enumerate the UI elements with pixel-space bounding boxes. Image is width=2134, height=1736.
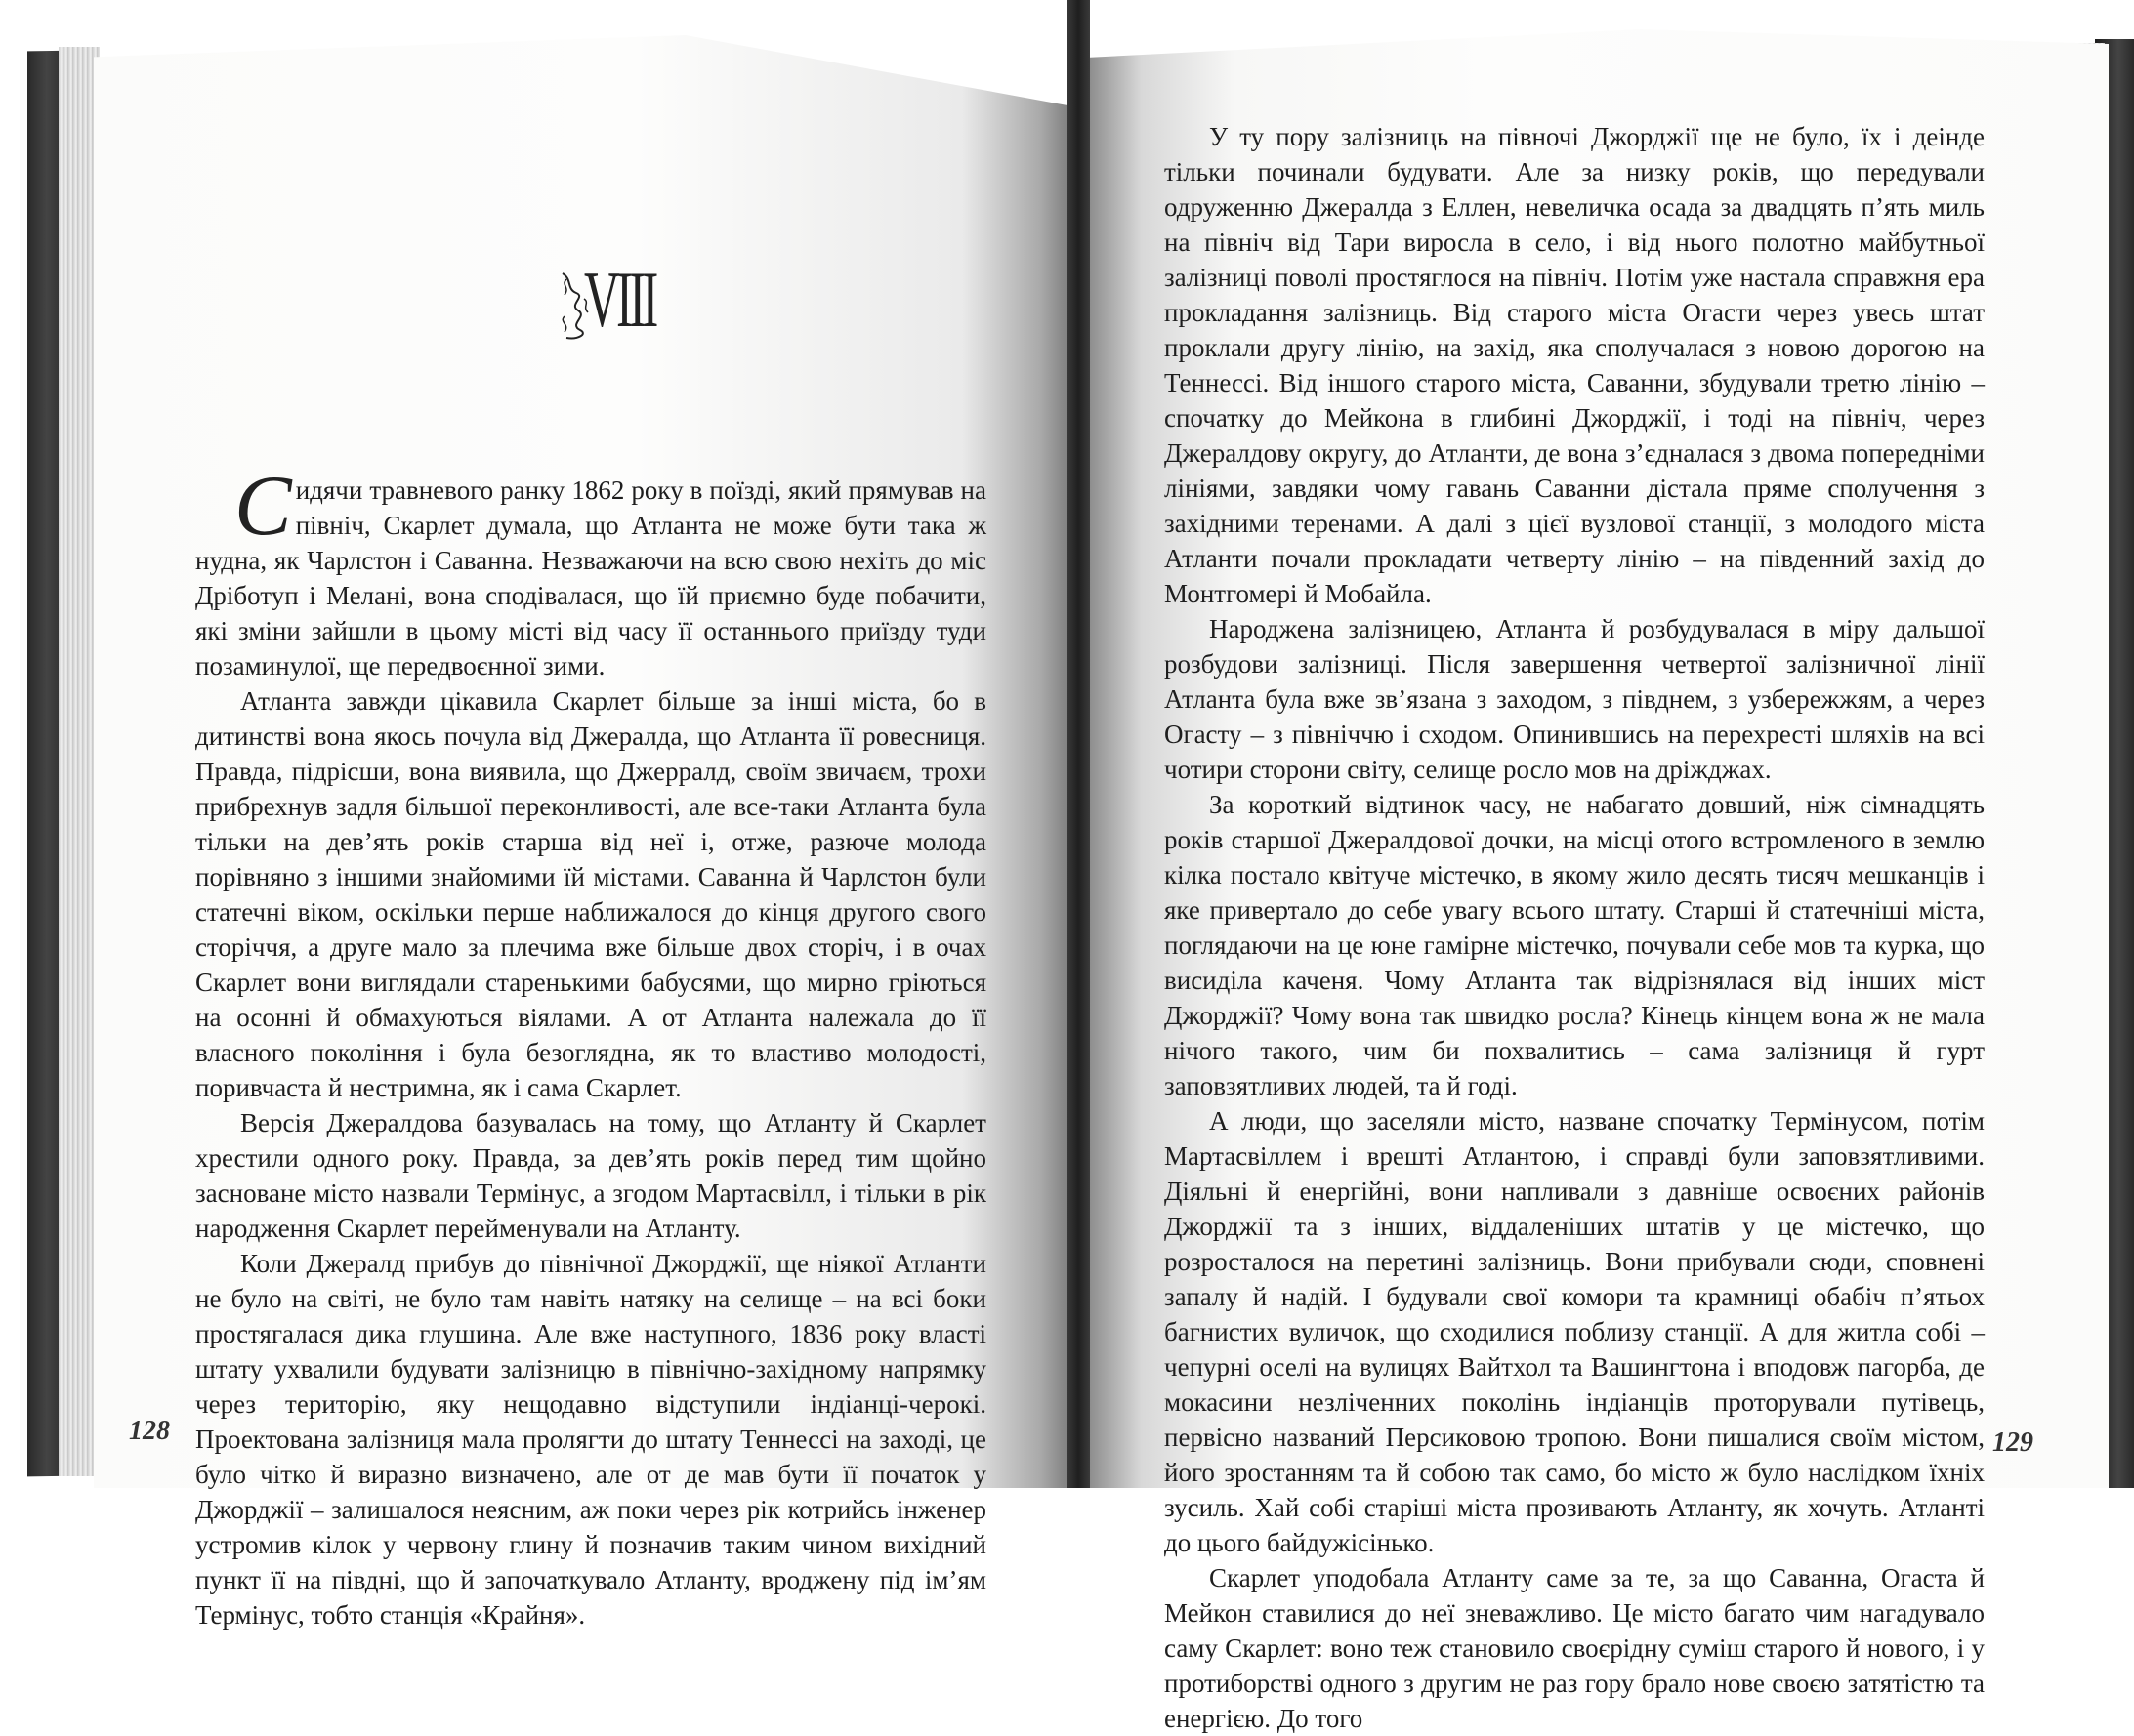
paragraph: За короткий відтинок часу, не набагато довший, ніж сімнадцять років старшої Джералдової дочки, на місці отого встромленого в землю кілка постало квітуче містечко, в якому жило десять тисяч мешканців і яке привертало до себе увагу всього штату. Старші й статечніші міста, поглядаючи на це юне гамірне містечко, почували себе мов та курка, що висиділа каченя. Чому Атланта так відрізнялася від інших міст Джорджії? Чому вона так швидко росла? Кінець кінцем вона ж не мала нічого такого, чим би похвалитись – сама залізниця й гурт заповзятливих людей, та й годі. xyxy=(1164,790,1985,1100)
paragraph: Народжена залізницею, Атланта й розбудувалася в міру дальшої розбудови залізниці. Після завершення четвертої залізничної лінії Атланта була вже зв’язана з заходом, з півднем, з узбережжям, а через Огасту – з північчю і сходом. Опинившись на перехресті шляхів на всі чотири сторони світу, селище росло мов на дріжджах. xyxy=(1164,614,1985,784)
left-page-text xyxy=(195,459,986,1633)
page-edges-left xyxy=(59,47,100,1476)
paragraph: Атланта завжди цікавила Скарлет більше за інші міста, бо в дитинстві вона якось почула від Джералда, що Атланта її ровесниця. Правда, підрісши, вона виявила, що Джерралд, своїм звичаєм, трохи прибрехнув задля більшої переконливості, але все-таки Атланта була тільки на дев’ять років старша від неї і, отже, разюче молода порівняно з іншими знайомими їй містами. Саванна й Чарлстон були статечні віком, оскільки перше наближалося до кінця другого свого сторіччя, а друге мало за плечима вже більше двох сторіч, і в очах Скарлет вони виглядали старенькими бабусями, що мирно гріються на осонні й обмахуються віялами. А от Атланта належала до її власного покоління і була безоглядна, як то властиво молодості, поривчаста й нестримна, як і сама Скарлет. xyxy=(195,686,986,1102)
paragraph: Сидячи травневого ранку 1862 року в поїзді, який прямував на північ, Скарлет думала, що Атланта не може бути така ж нудна, як Чарлстон і Саванна. Незважаючи на всю свою нехіть до міс Дріботуп і Мелані, вона сподівалася, що їй приємно буде побачити, які зміни зайшли в цьому місті від часу її останнього приїзду туди позаминулої, ще передвоєнної зими. xyxy=(195,459,986,681)
paragraph: А люди, що заселяли місто, назване спочатку Термінусом, потім Мартасвіллем і врешті Атлантою, і справді були заповзятливими. Діяльні й енергійні, вони напливали з давніше освоєних районів Джорджії та з інших, віддаленіших штатів у це містечко, що розросталося на перетині залізниць. Вони прибували сюди, сповнені запалу й надій. І будували свої комори та крамниці обабіч п’ятьох багнистих вуличок, що сходилися поблизу станції. А для житла собі – чепурні оселі на вулицях Вайтхол та Вашингтона і вподовж пагорба, де мокасини незліченних поколінь індіанців проторували путівець, первісно названий Персиковою тропою. Вони пишалися своїм містом, його зростанням та й собою так само, бо місто ж було наслідком їхніх зусиль. Хай собі старіші міста прозивають Атланту, як хочуть. Атланті до цього байдужісінько. xyxy=(1164,1106,1985,1557)
chapter-title: VIII xyxy=(584,255,655,344)
right-page-text xyxy=(1164,119,1985,1736)
page-number-left: 128 xyxy=(129,1416,170,1446)
paragraph: Коли Джералд прибув до північної Джорджії, ще ніякої Атланти не було на світі, не було там навіть натяку на селище – на всі боки простягалася дика глушина. Але вже наступного, 1836 року власті штату ухвалили будувати залізницю в північно-західному напрямку через територію, яку нещодавно відступили індіанці-черокі. Проектована залізниця мала пролягти до штату Теннессі на заході, це було чітко й виразно визначено, але от де мав бути її початок у Джорджії – залишалося неясним, аж поки через рік котрийсь інженер устромив кілок у червону глину й позначив таким чином вихідний пункт її на півдні, що й започаткувало Атланту, вроджену під ім’ям Термінус, тобто станція «Крайня». xyxy=(195,1249,986,1630)
book-gutter xyxy=(1067,0,1090,1488)
paragraph: Скарлет уподобала Атланту саме за те, за що Саванна, Огаста й Мейкон ставилися до неї зневажливо. Це місто багато чим нагадувало саму Скарлет: воно теж становило своєрідну суміш старого й нового, і у протиборстві одного з другим не раз гору брало нове своєю затятістю та енергією. До того xyxy=(1164,1563,1985,1733)
page-number-right: 129 xyxy=(1992,1427,2033,1458)
paragraph: У ту пору залізниць на півночі Джорджії ще не було, їх і деінде тільки починали будувати. Але за низку років, що передували одруженню Джералда з Еллен, невеличка осада за двадцять п’ять миль на північ від Тари виросла в село, і від нього полотно майбутньої залізниці поволі простяглося на північ. Потім уже настала справжня ера прокладання залізниць. Від старого міста Огасти через увесь штат проклали другу лінію, на захід, яка сполучалася з новою дорогою на Теннессі. Від іншого старого міста, Саванни, збудували третю лінію – спочатку до Мейкона в глибині Джорджії, і тоді на північ, через Джералдову округу, до Атланти, де вона з’єдналася з двома попередніми лініями, завдяки чому гавань Саванни дістала пряме сполучення з західними теренами. А далі з цієї вузлової станції, з молодого міста Атланти почали прокладати четверту лінію – на південний захід до Монтгомері й Мобайла. xyxy=(1164,122,1985,608)
drop-cap: С xyxy=(234,459,292,554)
paragraph: Версія Джералдова базувалась на тому, що Атланту й Скарлет хрестили одного року. Правда, за дев’ять років перед тим щойно засноване місто назвали Термінус, а згодом Мартасвілл, і тільки в рік народження Скарлет перейменували на Атланту. xyxy=(195,1108,986,1243)
